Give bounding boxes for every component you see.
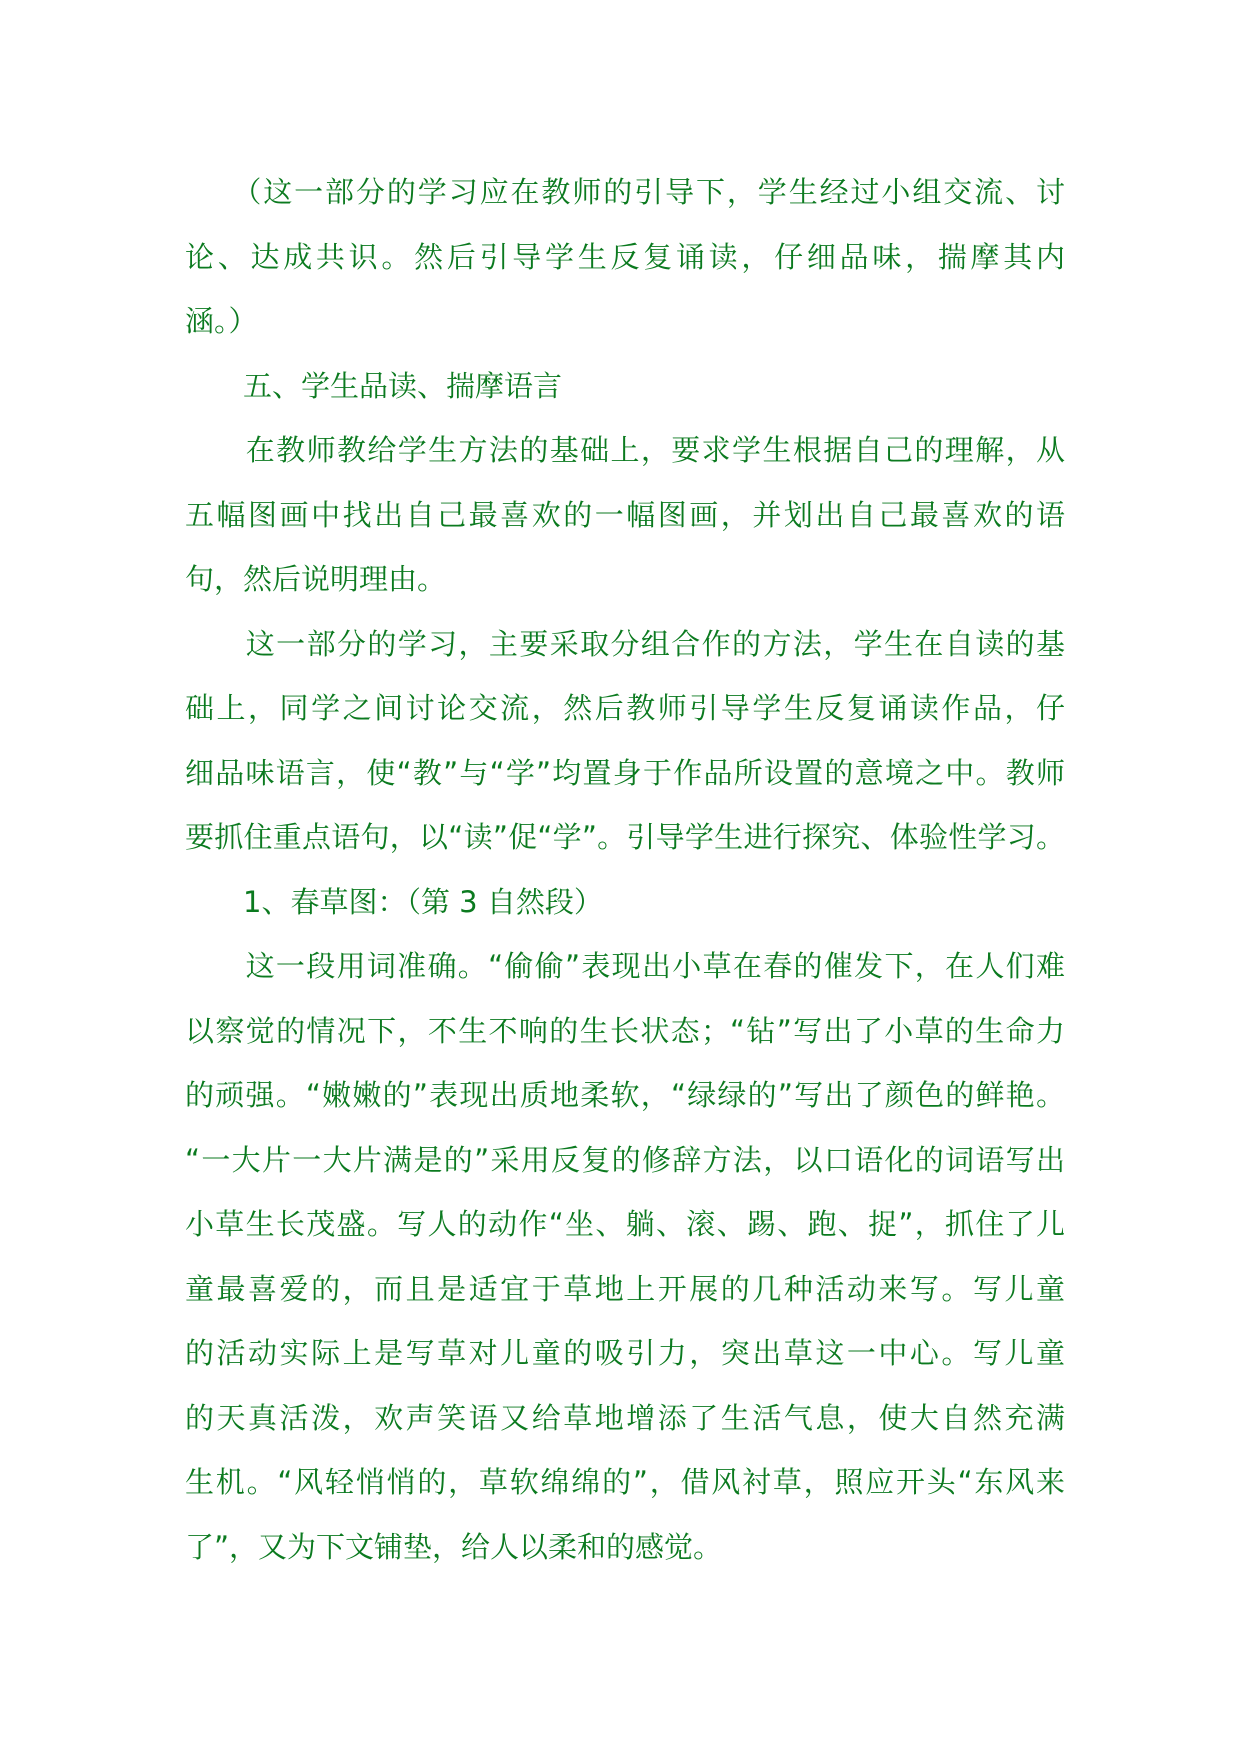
text-line: 的天真活泼，欢声笑语又给草地增添了生活气息，使大自然充满 [185, 1400, 1065, 1435]
text-line: 细品味语言，使“教”与“学”均置身于作品所设置的意境之中。教师 [185, 755, 1065, 790]
text-line: 论、达成共识。然后引导学生反复诵读，仔细品味，揣摩其内 [185, 239, 1065, 274]
text-line: 五幅图画中找出自己最喜欢的一幅图画，并划出自己最喜欢的语 [185, 497, 1065, 532]
subsection-heading: 1、春草图：（第 3 自然段） [185, 884, 603, 919]
text-line: 生机。“风轻悄悄的，草软绵绵的”，借风衬草，照应开头“东风来 [185, 1465, 1065, 1499]
text-line: “一大片一大片满是的”采用反复的修辞方法，以口语化的词语写出 [185, 1142, 1065, 1177]
text-line: 要抓住重点语句，以“读”促“学”。引导学生进行探究、体验性学习。 [185, 820, 1065, 854]
text-line: 础上，同学之间讨论交流，然后教师引导学生反复诵读作品，仔 [185, 691, 1065, 725]
text-line: 以察觉的情况下，不生不响的生长状态；“钻”写出了小草的生命力 [185, 1013, 1065, 1048]
section-heading: 五、学生品读、揣摩语言 [185, 368, 563, 403]
text-line: 这一部分的学习，主要采取分组合作的方法，学生在自读的基 [185, 626, 1065, 661]
text-line: 句，然后说明理由。 [185, 562, 447, 596]
text-line: 童最喜爱的，而且是适宜于草地上开展的几种活动来写。写儿童 [185, 1271, 1065, 1306]
text-line: （这一部分的学习应在教师的引导下，学生经过小组交流、讨 [185, 175, 1065, 209]
text-line: 了”，又为下文铺垫，给人以柔和的感觉。 [185, 1529, 723, 1564]
text-line: 在教师教给学生方法的基础上，要求学生根据自己的理解，从 [185, 433, 1065, 467]
text-line: 这一段用词准确。“偷偷”表现出小草在春的催发下，在人们难 [185, 949, 1065, 983]
text-line: 涵。） [185, 304, 258, 338]
text-line: 小草生长茂盛。写人的动作“坐、躺、滚、踢、跑、捉”，抓住了儿 [185, 1207, 1065, 1241]
document-body [185, 160, 1065, 1579]
text-line: 的顽强。“嫩嫩的”表现出质地柔软，“绿绿的”写出了颜色的鲜艳。 [185, 1078, 1065, 1112]
text-line: 的活动实际上是写草对儿童的吸引力，突出草这一中心。写儿童 [185, 1336, 1065, 1370]
